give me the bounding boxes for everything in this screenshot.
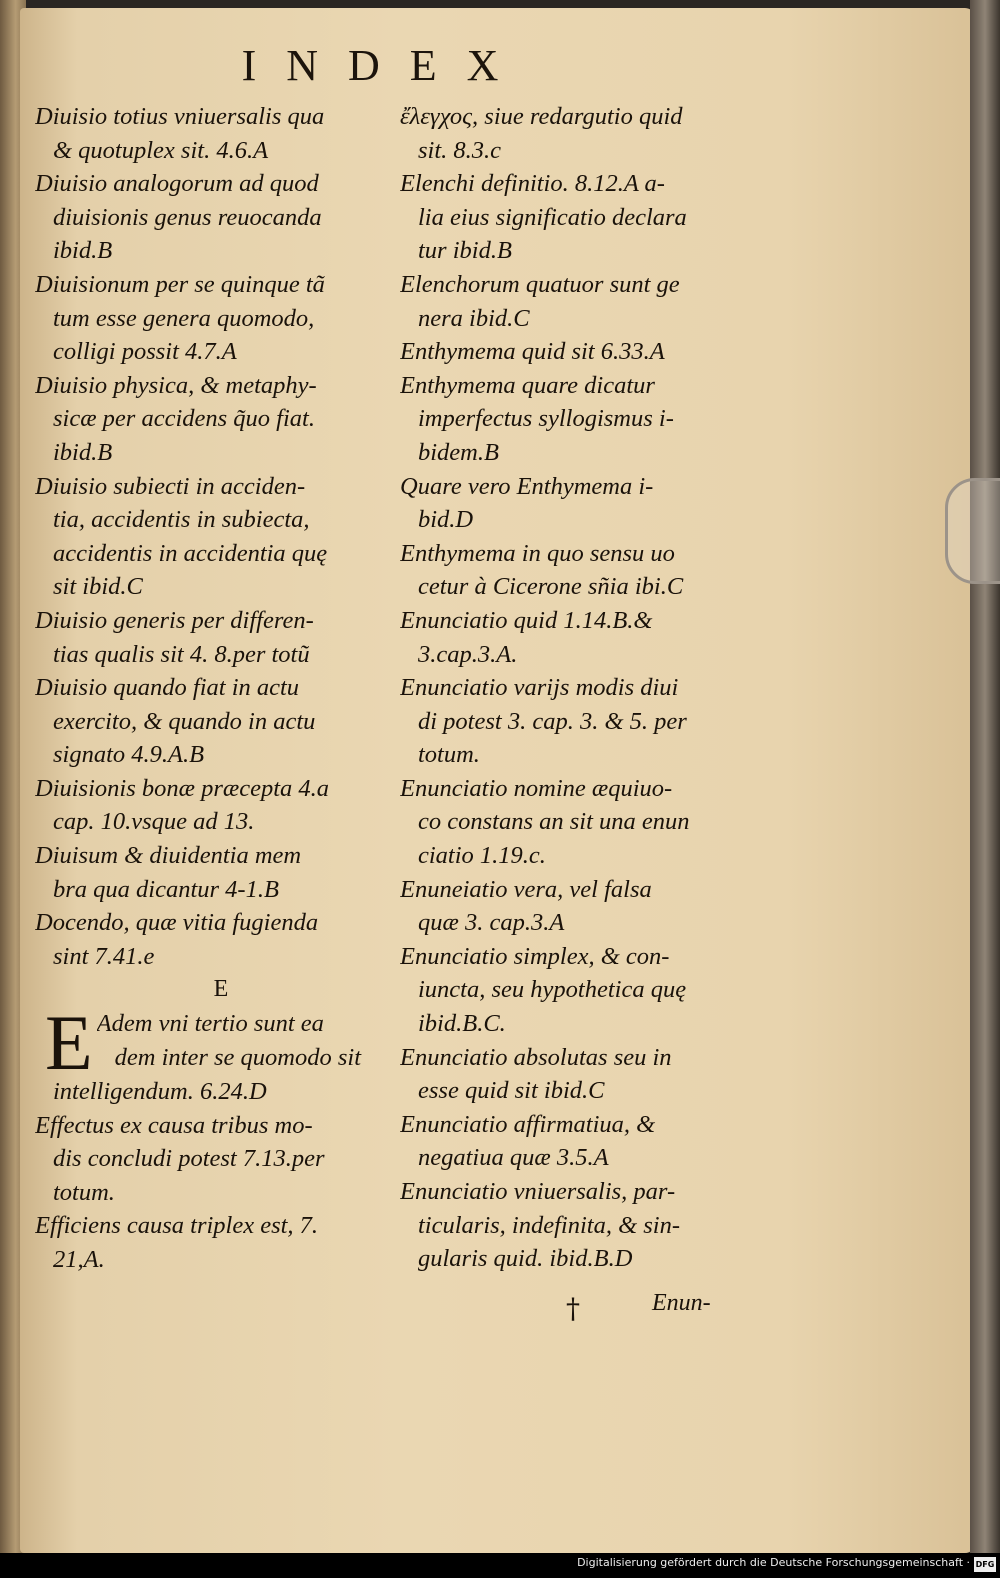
index-entry-line: Diuisio subiecti in acciden-: [35, 472, 306, 500]
index-entry-line: cetur à Cicerone sñia ibi.C: [418, 573, 684, 601]
index-entry: [400, 100, 772, 167]
index-entry-line: dem inter se quomodo sit: [114, 1043, 361, 1071]
index-entry-line: dis concludi potest 7.13.per: [53, 1145, 325, 1173]
index-entry: [35, 369, 407, 470]
index-entry-line: Diuisum & diuidentia mem: [35, 842, 302, 870]
index-entry-line: lia eius significatio declara: [418, 203, 687, 231]
index-entry: [35, 999, 407, 1109]
index-entry-line: Enunciatio vniuersalis, par-: [400, 1178, 676, 1205]
index-entry-line: Adem vni tertio sunt ea: [96, 1010, 324, 1038]
index-entry: [35, 604, 407, 671]
catchword: Enun-: [652, 1290, 711, 1316]
index-entry-line: sint 7.41.e: [53, 942, 155, 970]
index-entry: [400, 671, 772, 772]
index-entry-line: quæ 3. cap.3.A: [418, 909, 565, 937]
index-entry-line: Diuisio totius vniuersalis qua: [35, 103, 325, 130]
index-entry-line: & quotuplex sit. 4.6.A: [53, 136, 269, 164]
index-entry-line: Enthymema quid sit 6.33.A: [400, 338, 665, 366]
index-entry: [400, 1108, 772, 1175]
index-entry-line: Enunciatio varijs modis diui: [400, 674, 679, 702]
section-letter: E: [213, 976, 229, 1003]
index-entry: [35, 268, 407, 369]
index-entry: [400, 369, 772, 470]
index-entry-line: diuisionis genus reuocanda: [53, 203, 322, 231]
dfg-logo: DFG: [974, 1557, 996, 1572]
index-entry-line: Enunciatio absolutas seu in: [400, 1043, 672, 1071]
index-entry: [35, 1109, 407, 1210]
index-entry-line: bidem.B: [418, 438, 499, 466]
index-entry-line: Enthymema quare dicatur: [400, 371, 655, 399]
index-entry: [400, 604, 772, 671]
index-entry: [35, 167, 407, 268]
index-entry-line: Enuneiatio vera, vel falsa: [400, 875, 652, 903]
index-entry-line: Docendo, quæ vitia fugienda: [35, 909, 319, 937]
index-entry-line: exercito, & quando in actu: [53, 707, 316, 735]
index-entry-line: iuncta, seu hypothetica quę: [418, 976, 687, 1004]
index-entry: [35, 906, 407, 973]
index-entry-line: Diuisionum per se quinque tã: [35, 270, 325, 298]
index-entry-line: Enunciatio quid 1.14.B.&: [400, 606, 653, 634]
binding-clasp: [945, 478, 1000, 584]
index-entry-line: negatiua quæ 3.5.A: [418, 1144, 609, 1172]
index-entry-line: ibid.B: [53, 438, 113, 466]
index-entry-line: Elenchi definitio. 8.12.A a-: [400, 170, 665, 198]
index-entry-line: ibid.B.C.: [418, 1010, 506, 1038]
index-entry-line: sit. 8.3.c: [418, 136, 502, 164]
index-entry-line: intelligendum. 6.24.D: [53, 1078, 267, 1106]
index-entry-line: tum esse genera quomodo,: [53, 304, 315, 332]
index-column-right: [400, 100, 772, 1276]
index-entry-line: Diuisio quando fiat in actu: [35, 674, 300, 702]
index-entry-line: ibid.B: [53, 237, 113, 265]
index-entry: [400, 772, 772, 873]
index-entry: [35, 772, 407, 839]
index-entry: [400, 873, 772, 940]
index-entry-line: totum.: [53, 1178, 115, 1206]
index-entry-line: Enunciatio affirmatiua, &: [400, 1110, 656, 1138]
index-entry-line: Efficiens causa triplex est, 7.: [35, 1212, 319, 1240]
index-entry-line: accidentis in accidentia quę: [53, 539, 328, 567]
index-entry: [400, 335, 772, 369]
index-entry-line: ἔλεγχος, siue redargutio quid: [400, 103, 683, 130]
index-entry-line: tur ibid.B: [418, 237, 512, 265]
index-entry: [35, 839, 407, 906]
index-entry-line: colligi possit 4.7.A: [53, 338, 237, 366]
index-entry-line: esse quid sit ibid.C: [418, 1077, 605, 1105]
index-entry: [35, 1209, 407, 1276]
index-entry-line: signato 4.9.A.B: [53, 741, 205, 769]
index-entry-line: ciatio 1.19.c.: [418, 842, 546, 870]
index-entry-line: ticularis, indefinita, & sin-: [418, 1211, 681, 1239]
index-column-left: [35, 100, 407, 1277]
index-entry: [400, 167, 772, 268]
index-entry-line: imperfectus syllogismus i-: [418, 405, 674, 433]
index-entry: [400, 470, 772, 537]
index-entry-line: Enthymema in quo sensu uo: [400, 539, 675, 567]
index-entry-line: totum.: [418, 741, 480, 769]
index-entry-line: nera ibid.C: [418, 304, 530, 332]
index-entry: [35, 100, 407, 167]
index-entry: [35, 671, 407, 772]
signature-mark: †: [566, 1292, 580, 1325]
page-header: INDEX: [241, 41, 529, 90]
index-entry-line: tias qualis sit 4. 8.per totũ: [53, 640, 310, 668]
index-entry-line: bra qua dicantur 4-1.B: [53, 875, 279, 903]
index-entry-line: gularis quid. ibid.B.D: [418, 1245, 633, 1273]
index-entry-line: sicæ per accidens q̃uo fiat.: [53, 405, 315, 433]
funding-note: Digitalisierung gefördert durch die Deutsche Forschungsgemeinschaft ·: [577, 1556, 970, 1569]
index-entry: [400, 268, 772, 335]
index-entry-line: Elenchorum quatuor sunt ge: [400, 270, 680, 298]
index-entry-line: Diuisio generis per differen-: [35, 606, 314, 634]
index-entry: [400, 1041, 772, 1108]
page-right-edge: [970, 0, 1000, 1560]
index-entry-line: bid.D: [418, 506, 474, 534]
index-entry-line: Diuisio physica, & metaphy-: [35, 371, 317, 399]
index-entry-line: co constans an sit una enun: [418, 808, 690, 836]
index-entry-line: tia, accidentis in subiecta,: [53, 506, 310, 534]
index-entry-line: cap. 10.vsque ad 13.: [53, 808, 255, 836]
index-entry-line: Effectus ex causa tribus mo-: [35, 1111, 313, 1139]
index-entry-line: Quare vero Enthymema i-: [400, 472, 654, 500]
index-entry-line: sit ibid.C: [53, 573, 143, 601]
index-entry-line: Enunciatio simplex, & con-: [400, 942, 670, 970]
index-entry: [35, 470, 407, 604]
index-entry-line: 3.cap.3.A.: [418, 640, 518, 668]
drop-cap: E: [45, 999, 93, 1087]
index-entry-line: 21,A.: [53, 1246, 105, 1273]
index-entry-line: Enunciatio nomine æquiuo-: [400, 774, 673, 802]
index-entry: [400, 940, 772, 1041]
index-entry: [400, 1175, 772, 1276]
index-entry: [400, 537, 772, 604]
index-entry-line: di potest 3. cap. 3. & 5. per: [418, 707, 687, 735]
index-entry-line: Diuisionis bonæ præcepta 4.a: [35, 774, 330, 802]
index-entry-line: Diuisio analogorum ad quod: [35, 170, 319, 198]
